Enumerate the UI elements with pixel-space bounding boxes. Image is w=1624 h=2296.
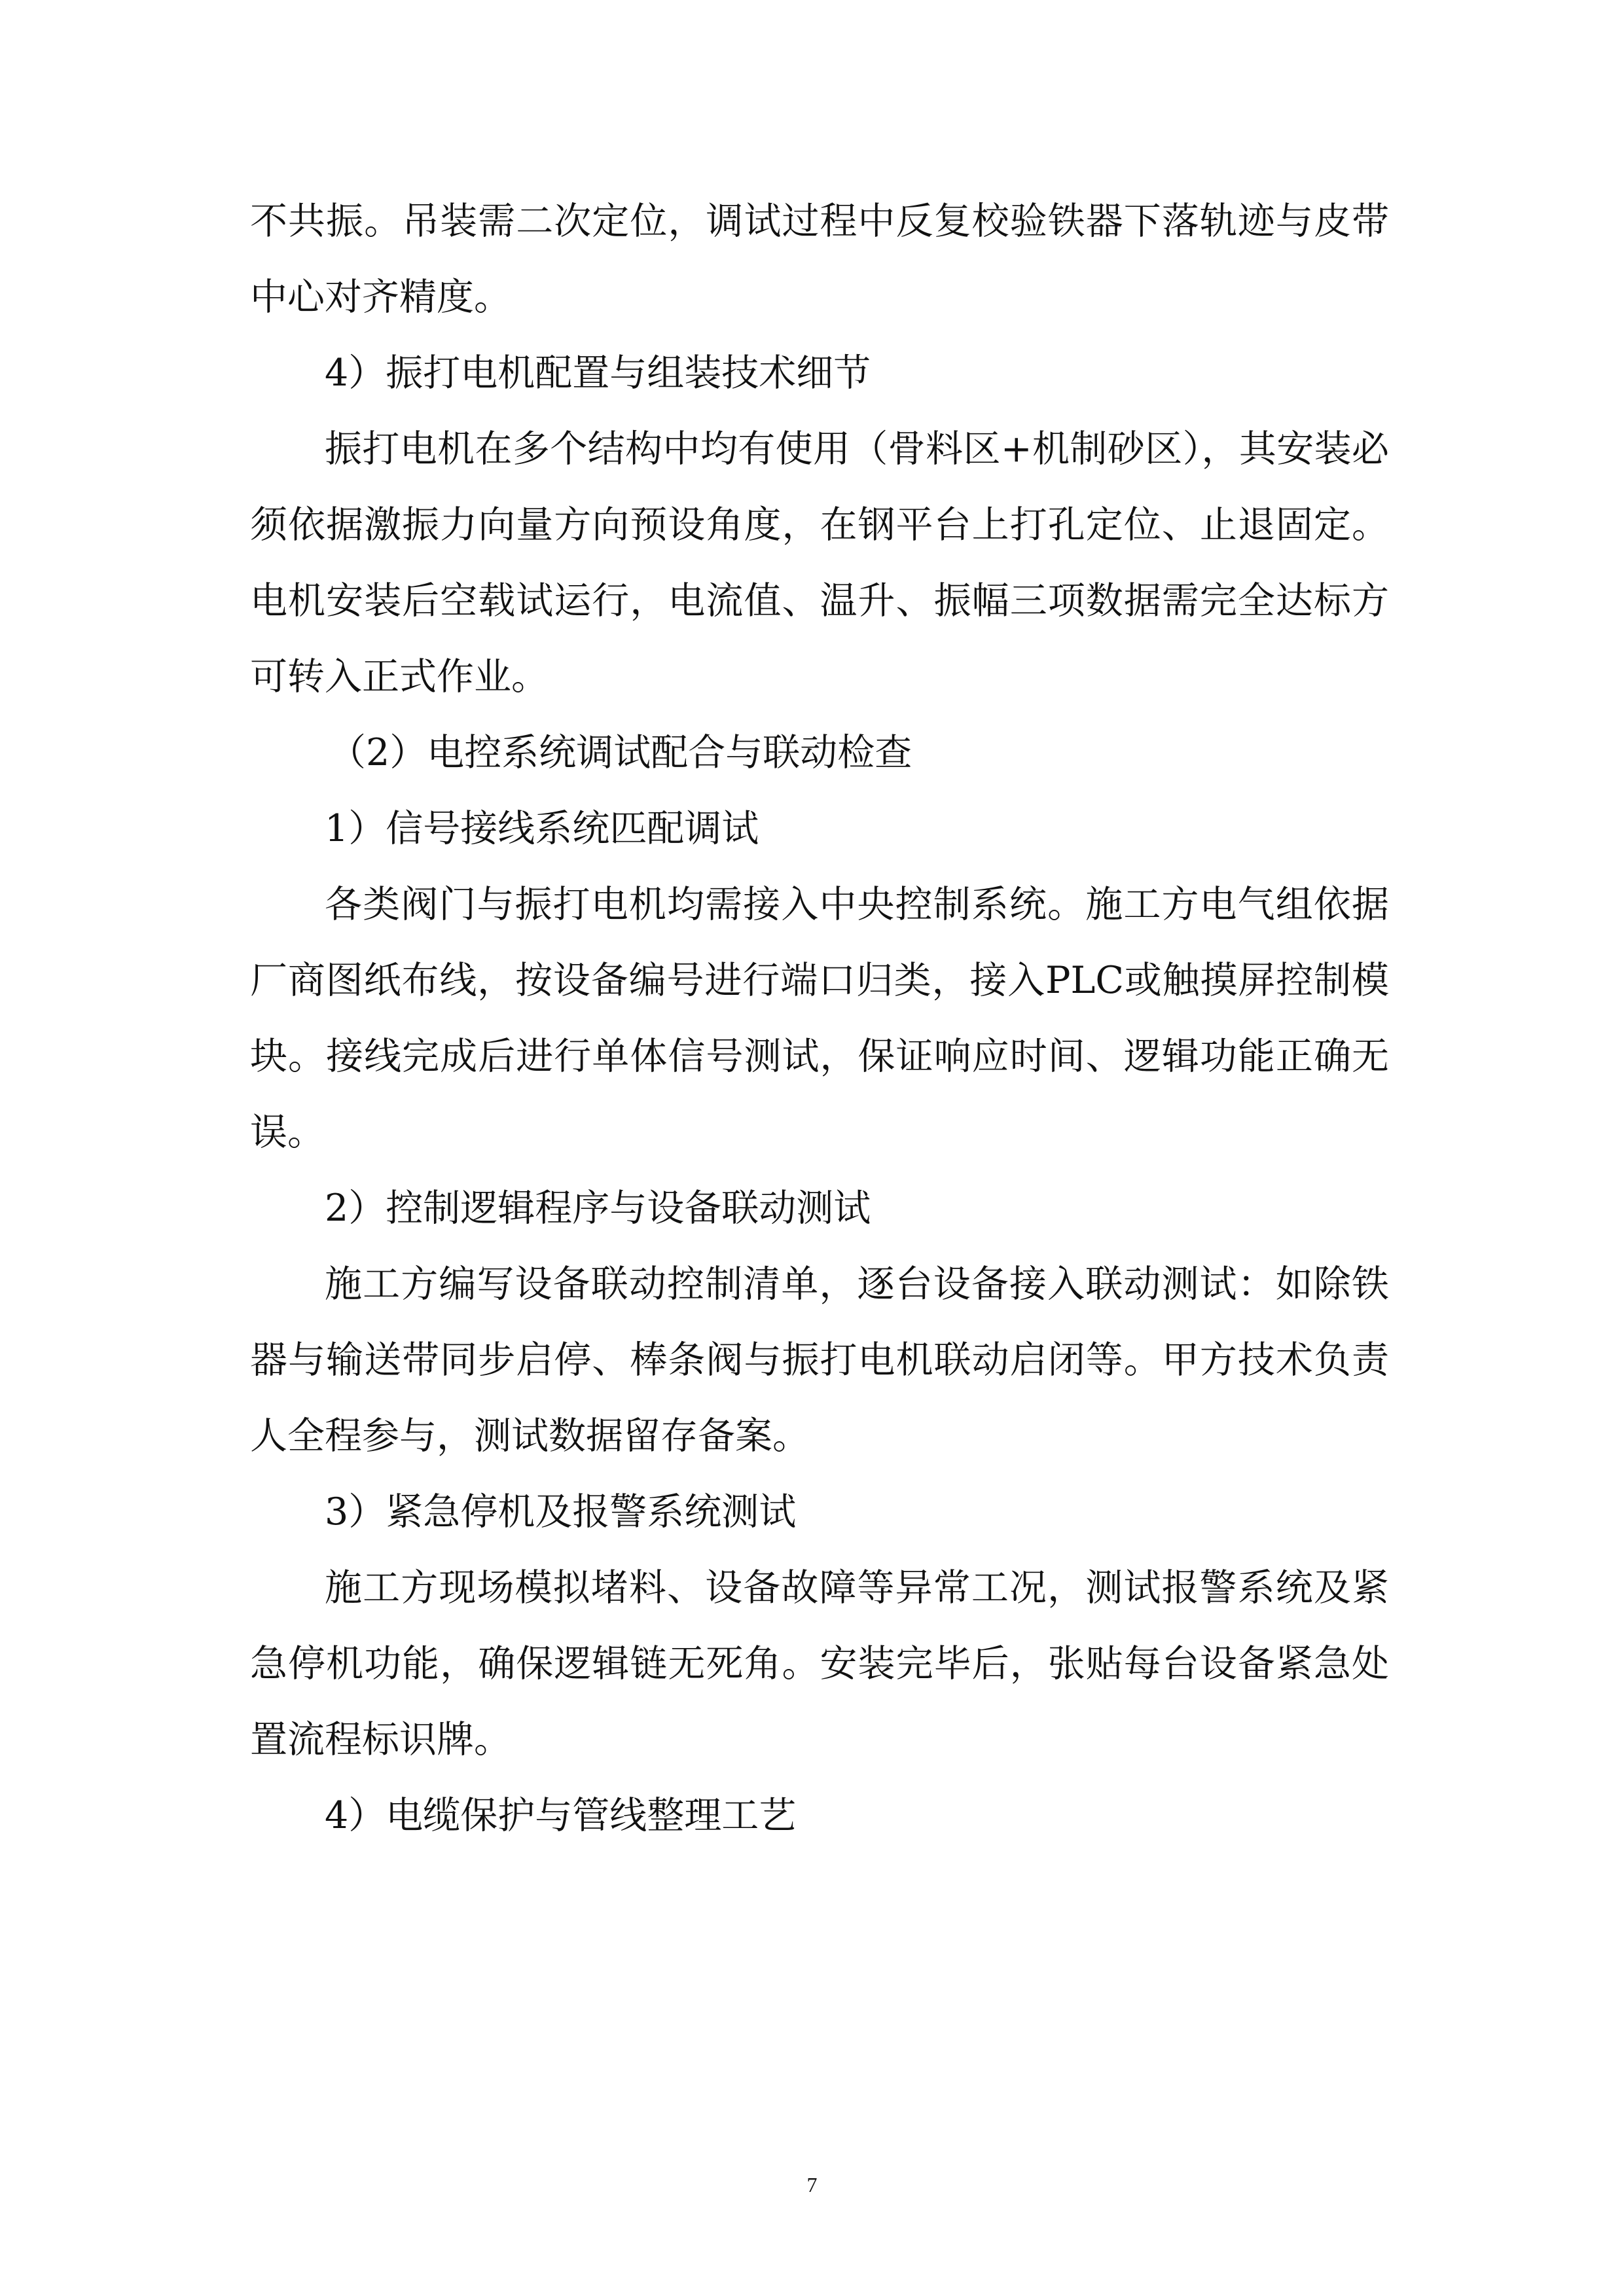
paragraph-control-logic: 施工方编写设备联动控制清单，逐台设备接入联动测试：如除铁器与输送带同步启停、棒条阀与振打电机联动启闭等。甲方技术负责人全程参与，测试数据留存备案。 (250, 1263, 1389, 1458)
subheading-cable-protection: 4）电缆保护与管线整理工艺 (325, 1794, 797, 1837)
paragraph-signal-wiring: 各类阀门与振打电机均需接入中央控制系统。施工方电气组依据厂商图纸布线，按设备编号进行端口归类，接入PLC或触摸屏控制模块。接线完成后进行单体信号测试，保证响应时间、逻辑功能正确无误。 (250, 883, 1389, 1154)
subheading-emergency-stop: 3）紧急停机及报警系统测试 (325, 1490, 797, 1534)
paragraph-emergency-stop: 施工方现场模拟堵料、设备故障等异常工况，测试报警系统及紧急停机功能，确保逻辑链无死角。安装完毕后，张贴每台设备紧急处置流程标识牌。 (250, 1566, 1389, 1761)
subheading-control-logic: 2）控制逻辑程序与设备联动测试 (325, 1187, 871, 1230)
page-number: 7 (806, 2173, 818, 2197)
subheading-vibrator-motor: 4）振打电机配置与组装技术细节 (325, 351, 871, 395)
document-body (250, 183, 1389, 1854)
paragraph-continued: 不共振。吊装需二次定位，调试过程中反复校验铁器下落轨迹与皮带中心对齐精度。 (250, 200, 1389, 319)
paragraph-vibrator-motor: 振打电机在多个结构中均有使用（骨料区+机制砂区），其安装必须依据激振力向量方向预设角度，在钢平台上打孔定位、止退固定。电机安装后空载试运行，电流值、温升、振幅三项数据需完全达标方可转入正式作业。 (250, 427, 1389, 698)
section-heading-electrical-control: （2）电控系统调试配合与联动检查 (329, 731, 912, 774)
subheading-signal-wiring: 1）信号接线系统匹配调试 (325, 807, 759, 850)
